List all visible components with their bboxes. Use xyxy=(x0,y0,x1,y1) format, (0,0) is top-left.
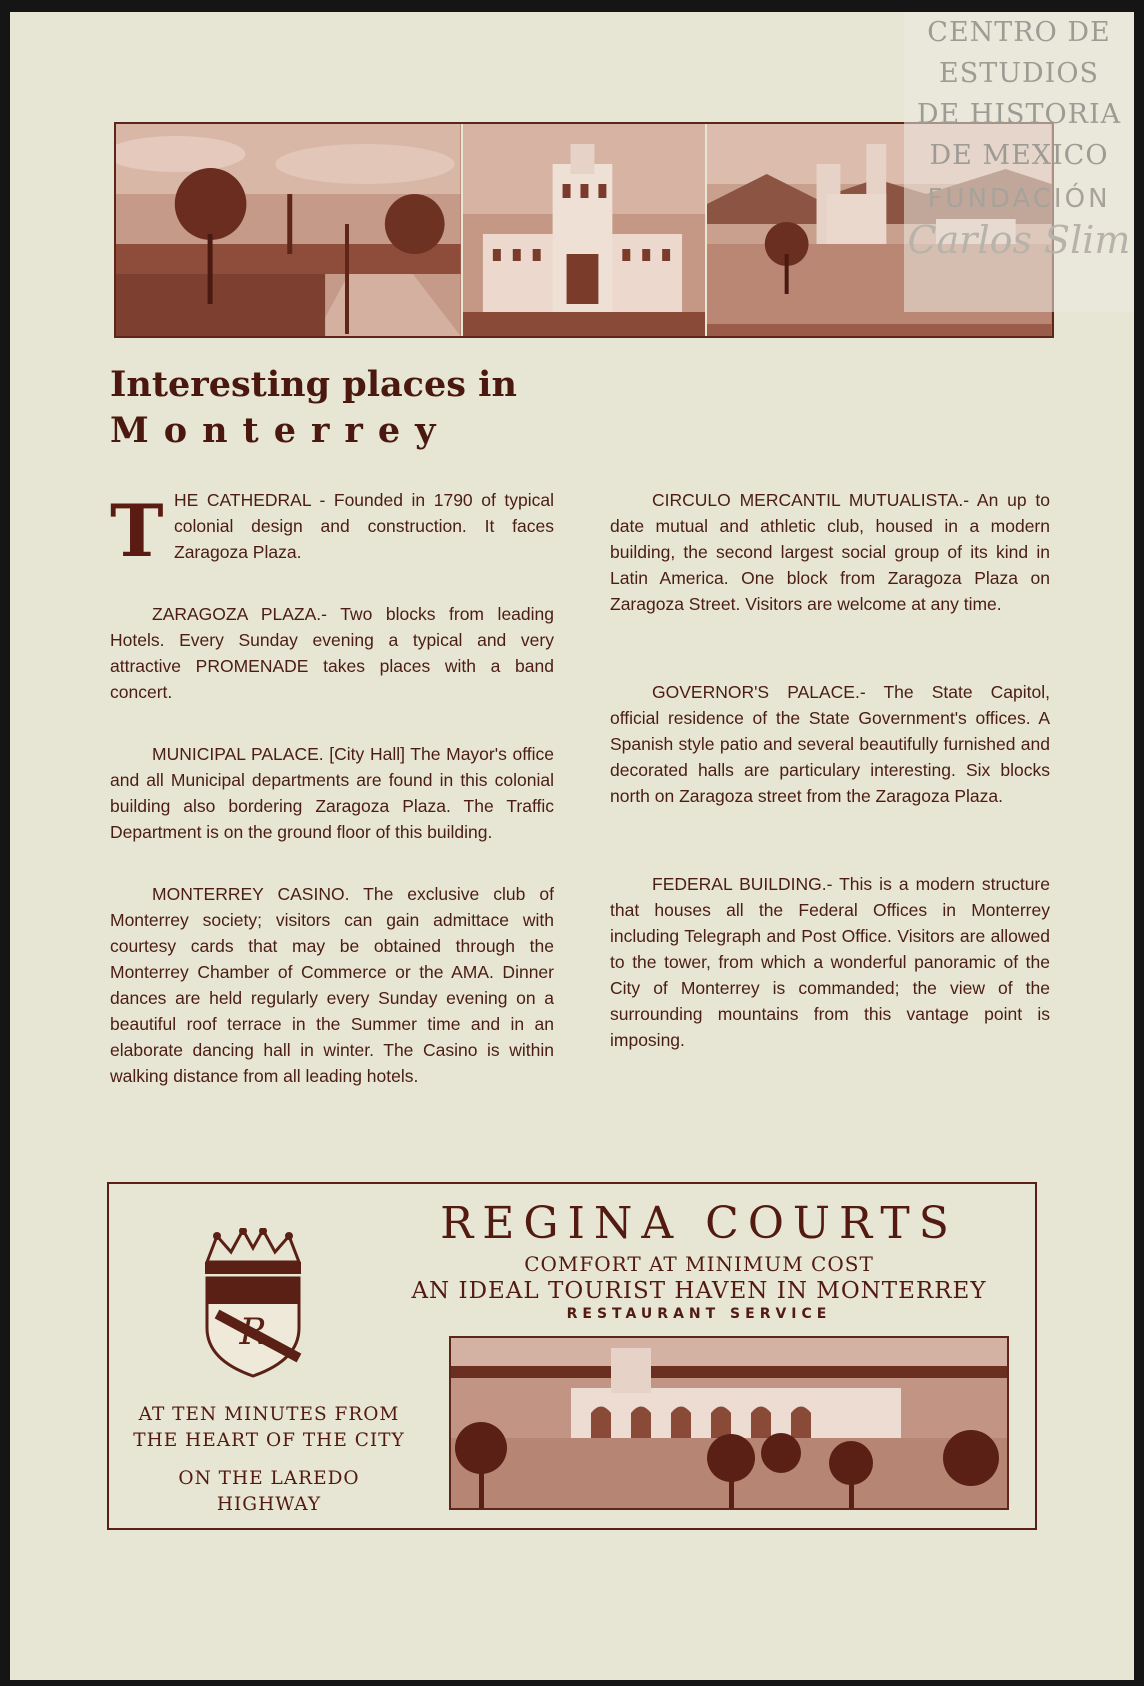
svg-text:R: R xyxy=(239,1312,267,1353)
ad-tagline-2: AN IDEAL TOURIST HAVEN IN MONTERREY xyxy=(411,1278,987,1304)
left-column xyxy=(110,487,554,1089)
federal-building-entry: FEDERAL BUILDING.- This is a modern structure that houses all the Federal Offices in Monterrey including Telegraph and Post Office. Visitors are allowed to the tower, from which a wonderful panoramic of the City of Monterrey is commanded; the view of the surrounding mountains from this vantage point is imposing. xyxy=(610,874,1050,1050)
watermark-line: DE MEXICO xyxy=(929,140,1109,171)
municipal-palace-entry: MUNICIPAL PALACE. [City Hall] The Mayor's office and all Municipal departments are found in this colonial building also bordering Zaragoza Plaza. The Traffic Department is on the ground floor of this building. xyxy=(110,744,554,842)
plaza-avenue-photo xyxy=(116,124,463,336)
archive-watermark xyxy=(904,12,1134,312)
regina-courts-photo xyxy=(449,1336,1009,1510)
watermark-line: ESTUDIOS xyxy=(939,58,1099,89)
location-line: HIGHWAY xyxy=(216,1494,322,1515)
location-line: THE HEART OF THE CITY xyxy=(133,1430,405,1451)
crest-logo-icon xyxy=(197,1228,309,1378)
ad-title: REGINA COURTS xyxy=(440,1198,958,1249)
location-distance xyxy=(119,1402,419,1454)
regina-courts-ad xyxy=(107,1182,1037,1530)
brochure-page xyxy=(10,12,1134,1680)
title-line-2: Monterrey xyxy=(110,410,451,451)
watermark-line: CENTRO DE xyxy=(927,17,1111,48)
right-column xyxy=(610,487,1050,1053)
watermark-signature: Carlos Slim xyxy=(907,218,1131,262)
location-line: ON THE LAREDO xyxy=(178,1468,360,1489)
title-line-1: Interesting places in xyxy=(110,364,517,405)
monterrey-casino-entry: MONTERREY CASINO. The exclusive club of Monterrey society; visitors can gain admittace with courtesy cards that may be obtained through the Monterrey Chamber of Commerce or the AMA. Dinner dances are held regularly every Sunday evening on a beautiful roof terrace in the Summer time and in an elaborate dancing hall in winter. The Casino is within walking distance from all leading hotels. xyxy=(110,884,554,1086)
cathedral-text: HE CATHEDRAL - Founded in 1790 of typical colonial design and construction. It faces Zaragoza Plaza. xyxy=(174,490,554,562)
zaragoza-plaza-entry: ZARAGOZA PLAZA.- Two blocks from leading Hotels. Every Sunday evening a typical and very attractive PROMENADE takes places with a band concert. xyxy=(110,604,554,702)
page-title xyxy=(110,362,710,454)
watermark-foundation: FUNDACIÓN xyxy=(927,184,1111,214)
circulo-mercantil-entry: CIRCULO MERCANTIL MUTUALISTA.- An up to date mutual and athletic club, housed in a modern building, the second largest social group of its kind in Latin America. One block from Zaragoza Plaza on Zaragoza Street. Visitors are welcome at any time. xyxy=(610,490,1050,614)
location-highway xyxy=(119,1466,419,1518)
governors-palace-entry: GOVERNOR'S PALACE.- The State Capitol, official residence of the State Government's offices. A Spanish style patio and several beautifully furnished and decorated halls are particulary interesting. Six blocks north on Zaragoza street from the Zaragoza Plaza. xyxy=(610,682,1050,806)
watermark-line: DE HISTORIA xyxy=(916,99,1122,130)
tower-building-photo xyxy=(463,124,708,336)
ad-service: RESTAURANT SERVICE xyxy=(566,1306,832,1322)
drop-cap: T xyxy=(110,488,164,573)
cathedral-entry xyxy=(110,487,554,573)
ad-tagline-1: COMFORT AT MINIMUM COST xyxy=(524,1252,874,1276)
location-line: AT TEN MINUTES FROM xyxy=(138,1404,400,1425)
